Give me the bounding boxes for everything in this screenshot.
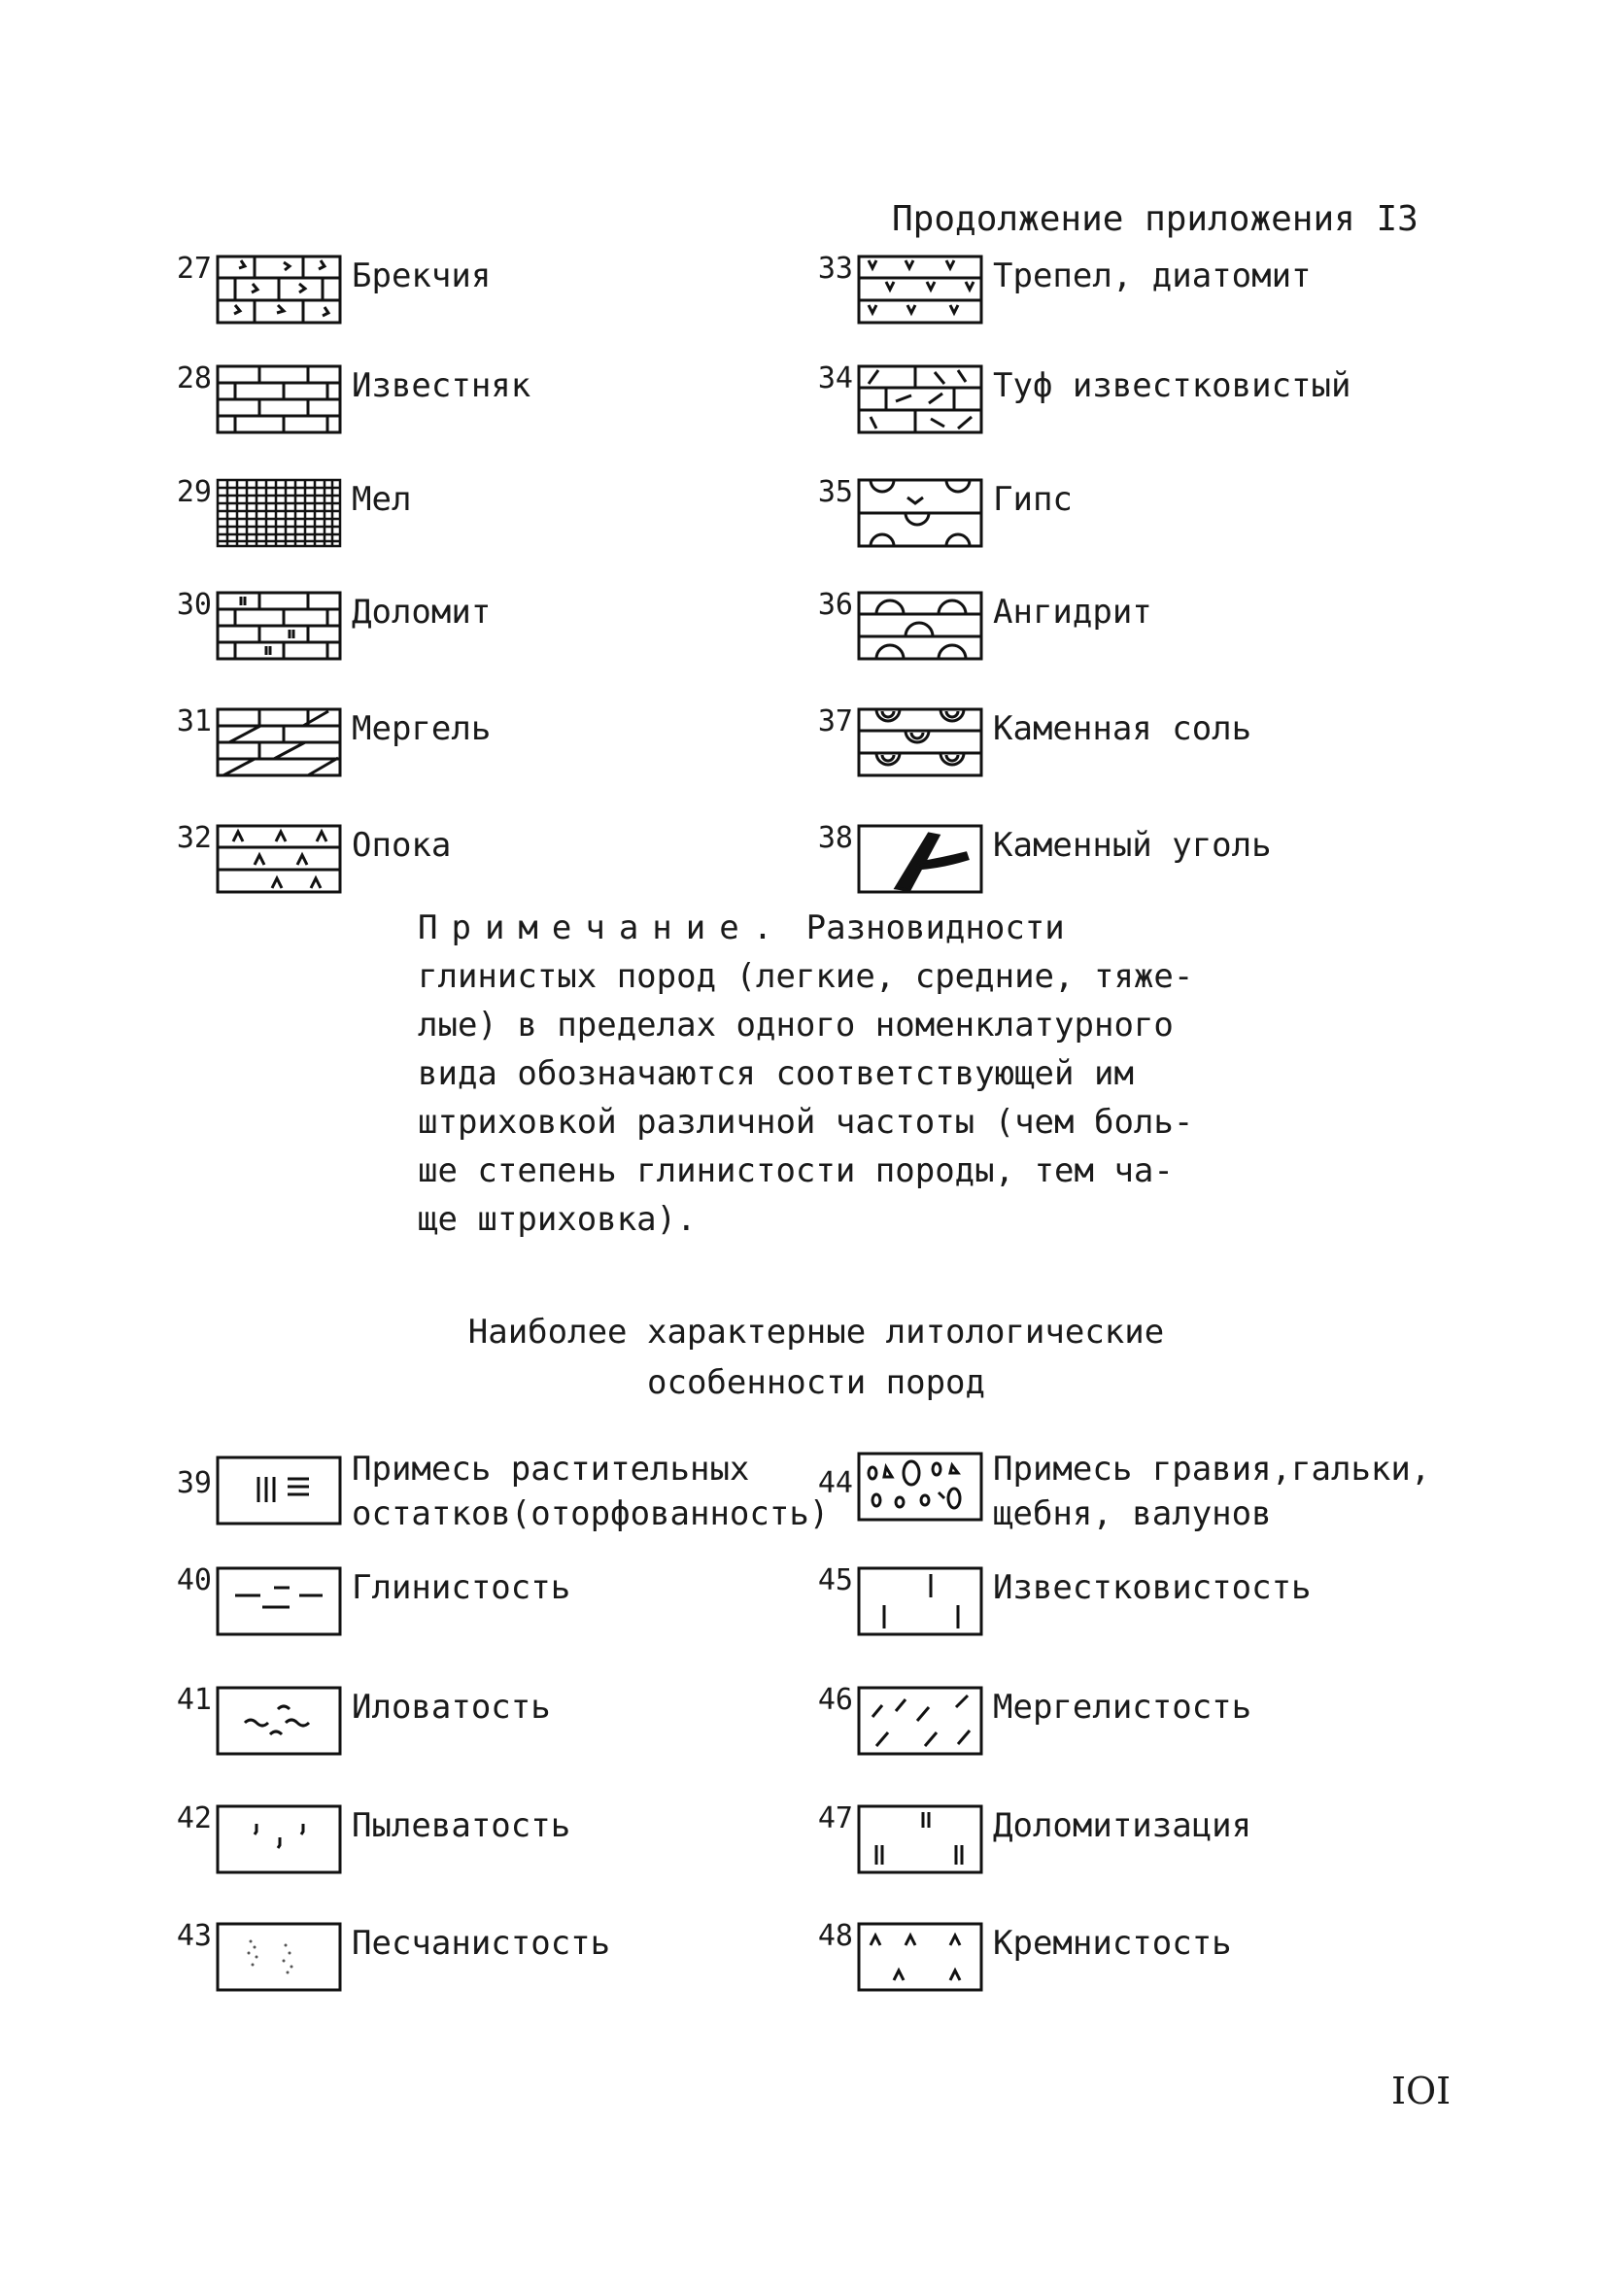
legend-label: Иловатость [352,1688,551,1727]
dolomitization-icon [857,1804,983,1874]
section-title: Наиболее характерные литологические особенности пород [467,1313,1165,1402]
calcareous-tuff-icon [857,364,983,434]
siliceous-icon [857,1922,983,1992]
item-number: 33 [817,252,853,286]
legend-label: Известковистость [993,1568,1312,1607]
plant-remains-icon [216,1456,342,1525]
legend-item-plant-remains [165,1448,830,1535]
marl-icon [216,707,342,777]
item-number: 48 [817,1919,853,1953]
legend-label: Примесь растительных остатков(оторфованность) [352,1450,830,1533]
item-number: 32 [176,821,212,855]
legend-item-tripoli [806,252,1351,342]
item-number: 34 [817,361,853,395]
legend-label: Ангидрит [993,593,1152,632]
rock-salt-icon [857,707,983,777]
legend-item-dolomite [165,588,554,678]
legend-label: Глинистость [352,1568,571,1607]
note-heading: Примечание. [418,908,787,947]
item-number: 40 [176,1563,212,1597]
item-number: 45 [817,1563,853,1597]
marly-icon [857,1686,983,1756]
legend-label: Доломит [352,593,492,632]
item-number: 27 [176,252,212,286]
item-number: 38 [817,821,853,855]
legend-label: Кремнистость [993,1924,1232,1963]
legend-item-dusty [165,1801,571,1892]
legend-item-gypsum [806,475,1351,565]
item-number: 35 [817,475,853,509]
clayey-icon [216,1566,342,1636]
legend-item-breccia [165,252,554,342]
legend-item-coal [806,821,1351,911]
gypsum-icon [857,478,983,548]
legend-label: Брекчия [352,257,492,295]
item-number: 43 [176,1919,212,1953]
note-paragraph [418,904,1214,1244]
sandy-icon [216,1922,342,1992]
item-number: 31 [176,704,212,738]
item-number: 42 [176,1801,212,1835]
item-number: 29 [176,475,212,509]
page-number: IOI [1391,2070,1452,2112]
calcareous-icon [857,1566,983,1636]
silty-mud-icon [216,1686,342,1756]
legend-item-opoka [165,821,554,911]
item-number: 37 [817,704,853,738]
legend-label: Каменная соль [993,709,1252,748]
limestone-icon [216,364,342,434]
legend-label: Мергель [352,709,492,748]
legend-item-dolomitization [806,1801,1351,1892]
legend-item-chalk [165,475,554,565]
legend-item-calcareous [806,1563,1351,1654]
gravel-icon [857,1452,983,1522]
dusty-icon [216,1804,342,1874]
item-number: 47 [817,1801,853,1835]
legend-item-clayey [165,1563,571,1654]
tripoli-icon [857,255,983,325]
item-number: 41 [176,1683,212,1717]
legend-item-rock-salt [806,704,1351,795]
legend-item-marl [165,704,554,795]
legend-label: Каменный уголь [993,826,1272,865]
legend-label: Пылеватость [352,1806,571,1845]
item-number: 36 [817,588,853,622]
legend-label: Мергелистость [993,1688,1252,1727]
dolomite-icon [216,591,342,661]
legend-item-sandy [165,1919,611,2009]
legend-label: Трепел, диатомит [993,257,1312,295]
anhydrite-icon [857,591,983,661]
legend-item-limestone [165,361,554,452]
chalk-icon [216,478,342,548]
note-body: глинистых пород (легкие, средние, тяже- лые) в пределах одного номенклатурного вида обозначаются соответствующей им штриховкой различной частоты (чем боль- ше степень глинистости породы, тем ча- ще штриховка). [418,957,1194,1239]
item-number: 30 [176,588,212,622]
legend-item-calcareous-tuff [806,361,1351,452]
legend-item-gravel [806,1448,1448,1535]
legend-label: Известняк [352,366,531,405]
legend-label: Гипс [993,480,1073,519]
legend-label: Доломитизация [993,1806,1252,1845]
legend-item-anhydrite [806,588,1351,678]
appendix-continuation-header: Продолжение приложения I3 [892,199,1419,239]
legend-item-silty-mud [165,1683,554,1773]
item-number: 46 [817,1683,853,1717]
legend-label: Туф известковистый [993,366,1351,405]
legend-label: Мел [352,480,412,519]
legend-item-siliceous [806,1919,1351,2009]
legend-label: Примесь гравия,гальки, щебня, валунов [993,1450,1431,1533]
item-number: 39 [176,1466,212,1500]
legend-label: Опока [352,826,452,865]
note-first-line: Разновидности [786,908,1065,947]
item-number: 28 [176,361,212,395]
opoka-icon [216,824,342,894]
item-number: 44 [817,1466,853,1500]
legend-label: Песчанистость [352,1924,611,1963]
coal-icon [857,824,983,894]
breccia-icon [216,255,342,325]
legend-item-marly [806,1683,1351,1773]
